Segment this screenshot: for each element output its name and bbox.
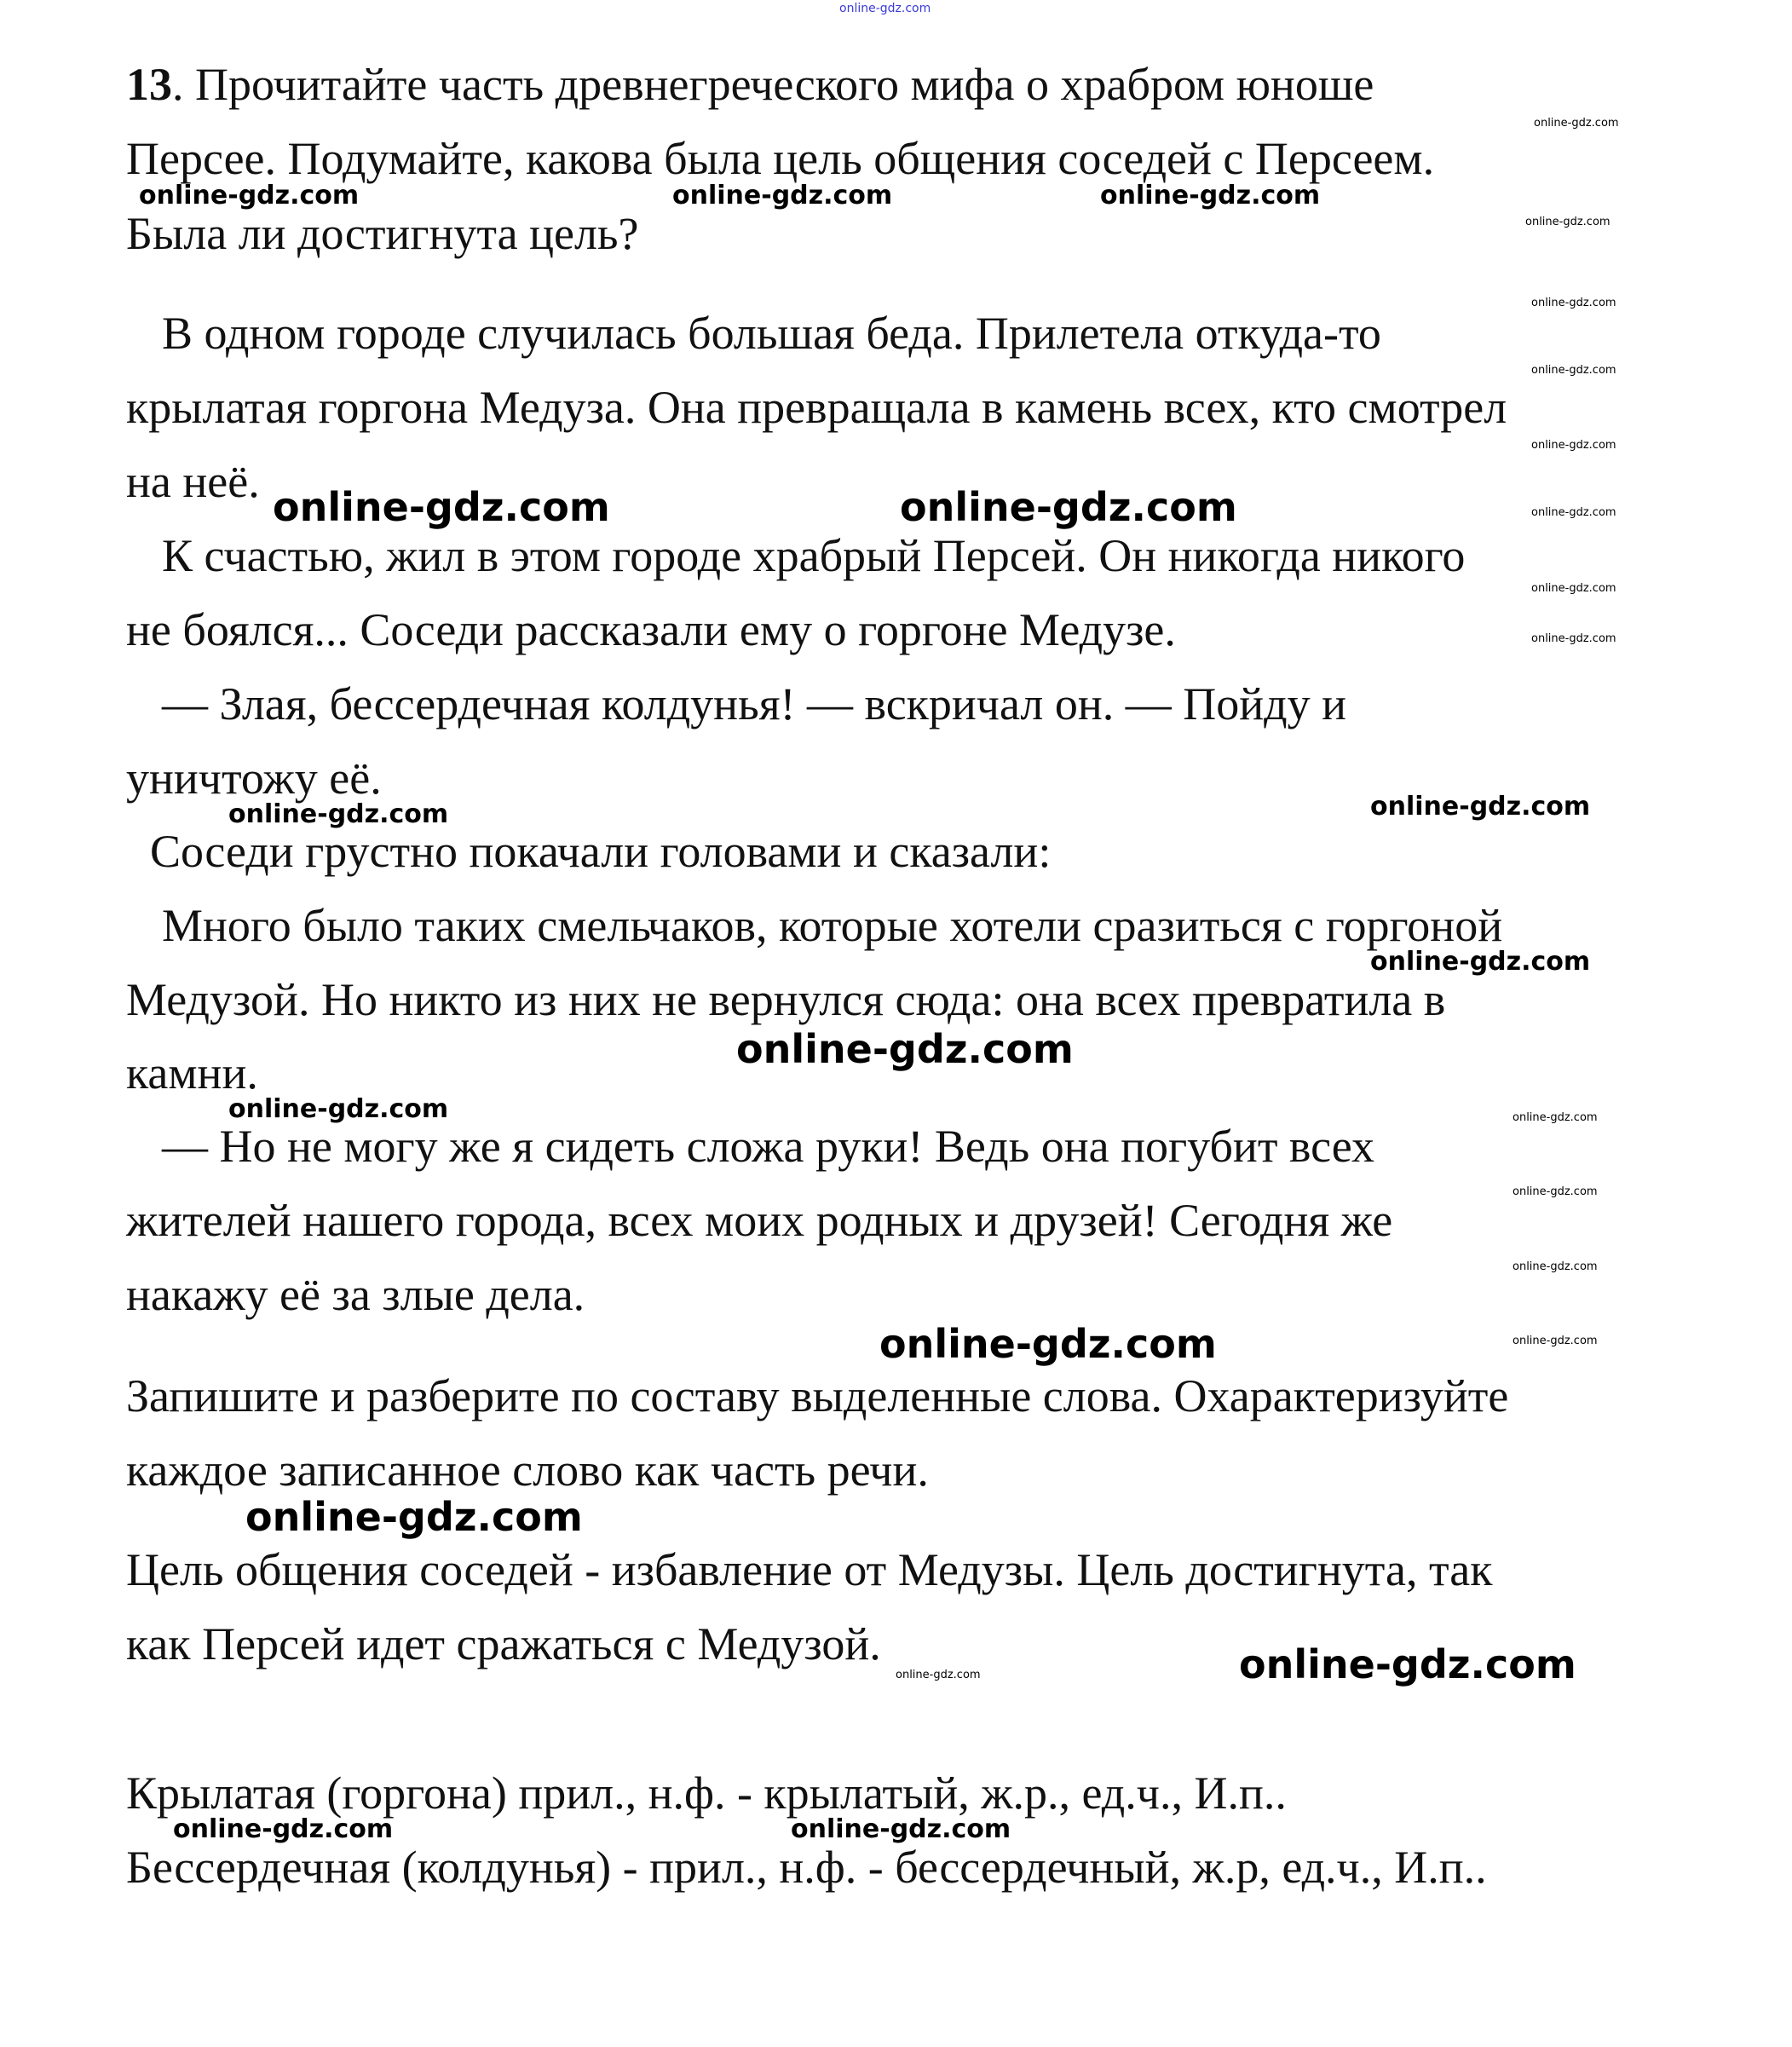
story-line: уничтожу её. (126, 752, 382, 804)
watermark: online-gdz.com (791, 1814, 1011, 1844)
story-line: Медузой. Но никто из них не вернулся сюда: она всех превратила в (126, 974, 1446, 1025)
watermark: online-gdz.com (139, 181, 360, 210)
story-line: накажу её за злые дела. (126, 1269, 585, 1320)
task-line: Персее. Подумайте, какова была цель общения соседей с Персеем. (126, 133, 1435, 184)
story-line: Соседи грустно покачали головами и сказали: (150, 826, 1052, 877)
story-line: камни. (126, 1047, 258, 1098)
watermark: online-gdz.com (1531, 297, 1616, 309)
watermark: online-gdz.com (228, 1094, 449, 1124)
story-line: на неё. (126, 456, 260, 507)
story-line: В одном городе случилась большая беда. Прилетела откуда-то (162, 308, 1381, 359)
watermark: online-gdz.com (896, 1669, 981, 1681)
story-line: крылатая горгона Медуза. Она превращала в камень всех, кто смотрел (126, 382, 1507, 433)
answer-line: как Персей идет сражаться с Медузой. (126, 1618, 881, 1669)
watermark: online-gdz.com (1100, 181, 1321, 210)
watermark: online-gdz.com (1531, 632, 1616, 645)
answer-line: Цель общения соседей - избавление от Медузы. Цель достигнута, так (126, 1544, 1493, 1595)
story-line: — Но не могу же я сидеть сложа руки! Ведь она погубит всех (162, 1121, 1374, 1172)
watermark: online-gdz.com (1525, 216, 1610, 228)
watermark: online-gdz.com (273, 484, 610, 530)
watermark: online-gdz.com (900, 484, 1237, 530)
watermark: online-gdz.com (1239, 1641, 1576, 1687)
story-line: жителей нашего города, всех моих родных и друзей! Сегодня же (126, 1195, 1393, 1246)
story-line: — Злая, бессердечная колдунья! — вскричал он. — Пойду и (162, 678, 1347, 729)
instruction-line: Запишите и разберите по составу выделенные слова. Охарактеризуйте (126, 1370, 1509, 1421)
analysis-line: Бессердечная (колдунья) - прил., н.ф. - бессердечный, ж.р, ед.ч., И.п.. (126, 1842, 1487, 1893)
task-number: 13 (126, 59, 172, 110)
task-line: Была ли достигнута цель? (126, 208, 639, 259)
top-watermark: online-gdz.com (839, 2, 931, 15)
watermark: online-gdz.com (1531, 582, 1616, 595)
watermark: online-gdz.com (736, 1026, 1074, 1072)
watermark: online-gdz.com (228, 799, 449, 829)
watermark: online-gdz.com (245, 1494, 583, 1540)
watermark: online-gdz.com (1531, 364, 1616, 377)
task-heading: 13. Прочитайте часть древнегреческого мифа о храбром юноше (126, 59, 1374, 110)
watermark: online-gdz.com (1370, 792, 1591, 822)
story-line: не боялся... Соседи рассказали ему о горгоне Медузе. (126, 604, 1176, 655)
watermark: online-gdz.com (1534, 117, 1619, 130)
watermark: online-gdz.com (1513, 1185, 1598, 1198)
watermark: online-gdz.com (1531, 439, 1616, 452)
watermark: online-gdz.com (1531, 506, 1616, 519)
watermark: online-gdz.com (879, 1321, 1217, 1367)
watermark: online-gdz.com (1513, 1260, 1598, 1273)
story-line: Много было таких смельчаков, которые хотели сразиться с горгоной (162, 900, 1503, 951)
watermark: online-gdz.com (1513, 1335, 1598, 1347)
watermark: online-gdz.com (672, 181, 893, 210)
story-line: К счастью, жил в этом городе храбрый Персей. Он никогда никого (162, 530, 1466, 581)
instruction-line: каждое записанное слово как часть речи. (126, 1444, 929, 1496)
watermark: online-gdz.com (173, 1814, 394, 1844)
watermark: online-gdz.com (1513, 1111, 1598, 1124)
watermark: online-gdz.com (1370, 947, 1591, 977)
analysis-line: Крылатая (горгона) прил., н.ф. - крылатый, ж.р., ед.ч., И.п.. (126, 1767, 1287, 1819)
